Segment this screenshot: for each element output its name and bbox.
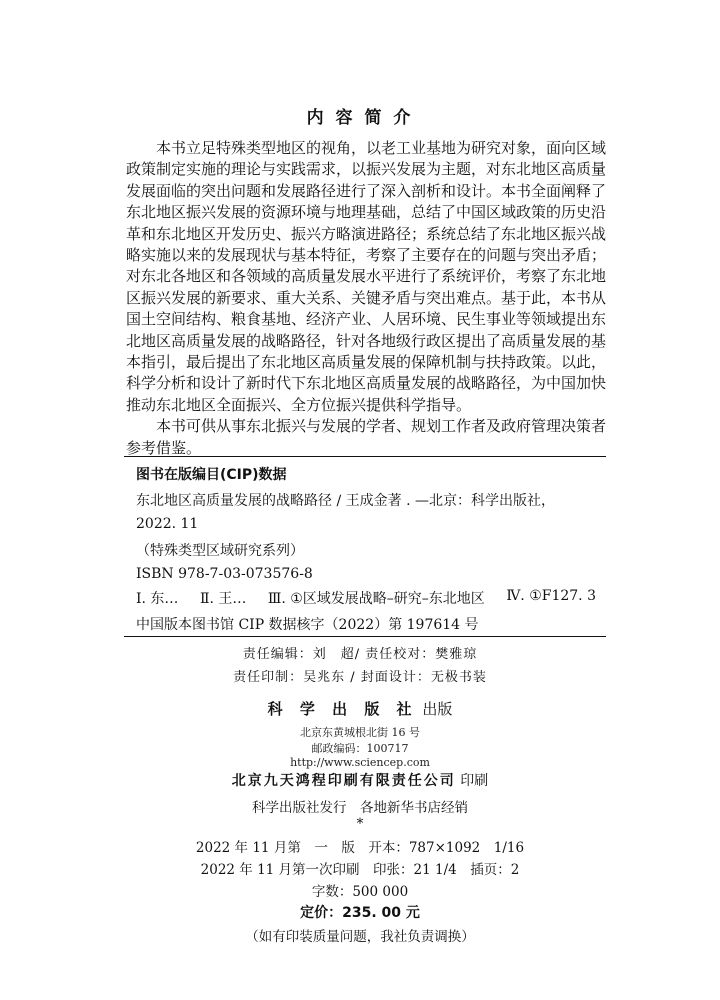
- cip-title-line: 东北地区高质量发展的战略路径 ∕ 王成金著 . —北京：科学出版社，: [136, 493, 555, 509]
- cip-top-rule: [124, 456, 606, 457]
- publisher-url: http://www.sciencep.com: [290, 756, 430, 769]
- summary-title: 内 容 简 介: [306, 108, 414, 128]
- summary-paragraph: 本书立足特殊类型地区的视角，以老工业基地为研究对象，面向区域政策制定实施的理论与实践需求，以振兴发展为主题，对东北地区高质量发展面临的突出问题和发展路径进行了深入剖析和设计。本书全面阐释了东北地区振兴发展的资源环境与地理基础，总结了中国区域政策的历史沿革和东北地区开发历史、振兴方略演进路径；系统总结了东北地区振兴战略实施以来的发展现状与基本特征，考察了主要存在的问题与突出矛盾；对东北各地区和各领域的高质量发展水平进行了系统评价，考察了东北地区振兴发展的新要求、重大关系、关键矛盾与突出难点。基于此，本书从国土空间结构、粮食基地、经济产业、人居环境、民生事业等领域提出东北地区高质量发展的战略路径，针对各地级行政区提出了高质量发展的基本指引，最后提出了东北地区高质量发展的保障机制与扶持政策。以此，科学分析和设计了新时代下东北地区高质量发展的战略路径，为中国加快推动东北地区全面振兴、全方位振兴提供科学指导。: [126, 139, 607, 414]
- cip-series: （特殊类型区域研究系列）: [136, 543, 304, 559]
- word-count: 字数：500 000: [311, 884, 409, 900]
- cip-class-item: Ⅰ. 东…: [136, 591, 179, 607]
- cip-date-line: 2022. 11: [136, 516, 199, 532]
- publisher-address: 北京东黄城根北街 16 号: [300, 726, 420, 739]
- summary-body: [126, 138, 606, 459]
- separator-star: *: [356, 816, 364, 832]
- cip-heading: 图书在版编目(CIP)数据: [136, 467, 287, 483]
- cip-classification: [136, 588, 596, 608]
- printer-line: [0, 770, 720, 790]
- credits-editors: 责任编辑：刘 超∕ 责任校对：樊雅琼: [242, 647, 478, 662]
- publisher-suffix: 出版: [422, 700, 453, 718]
- publisher-line: [0, 698, 720, 719]
- distribution: 科学出版社发行 各地新华书店经销: [252, 800, 468, 816]
- cip-bottom-rule: [124, 636, 606, 637]
- cip-class-item: Ⅲ. ①区域发展战略–研究–东北地区: [267, 591, 485, 607]
- cip-class-item: Ⅱ. 王…: [199, 591, 247, 607]
- cip-class-item: Ⅳ. ①F127. 3: [506, 588, 596, 604]
- publisher-name: 科 学 出 版 社: [267, 700, 418, 718]
- cip-record-number: 中国版本图书馆 CIP 数据核字（2022）第 197614 号: [136, 617, 479, 633]
- summary-paragraph: 本书可供从事东北振兴与发展的学者、规划工作者及政府管理决策者参考借鉴。: [126, 417, 607, 457]
- printing-info: 2022 年 11 月第一次印刷 印张：21 1/4 插页：2: [200, 862, 520, 878]
- credits-production: 责任印制：吴兆东 ∕ 封面设计：无极书装: [233, 670, 487, 685]
- price: 定价：235. 00 元: [300, 905, 420, 921]
- edition-info: 2022 年 11 月第 一 版 开本：787×1092 1/16: [195, 840, 525, 856]
- printer-suffix: 印刷: [460, 773, 489, 789]
- printer-name: 北京九天鸿程印刷有限责任公司: [231, 773, 456, 789]
- publisher-postcode: 邮政编码：100717: [311, 742, 409, 755]
- quality-notice: （如有印装质量问题，我社负责调换）: [245, 929, 475, 945]
- cip-isbn: ISBN 978-7-03-073576-8: [136, 566, 313, 582]
